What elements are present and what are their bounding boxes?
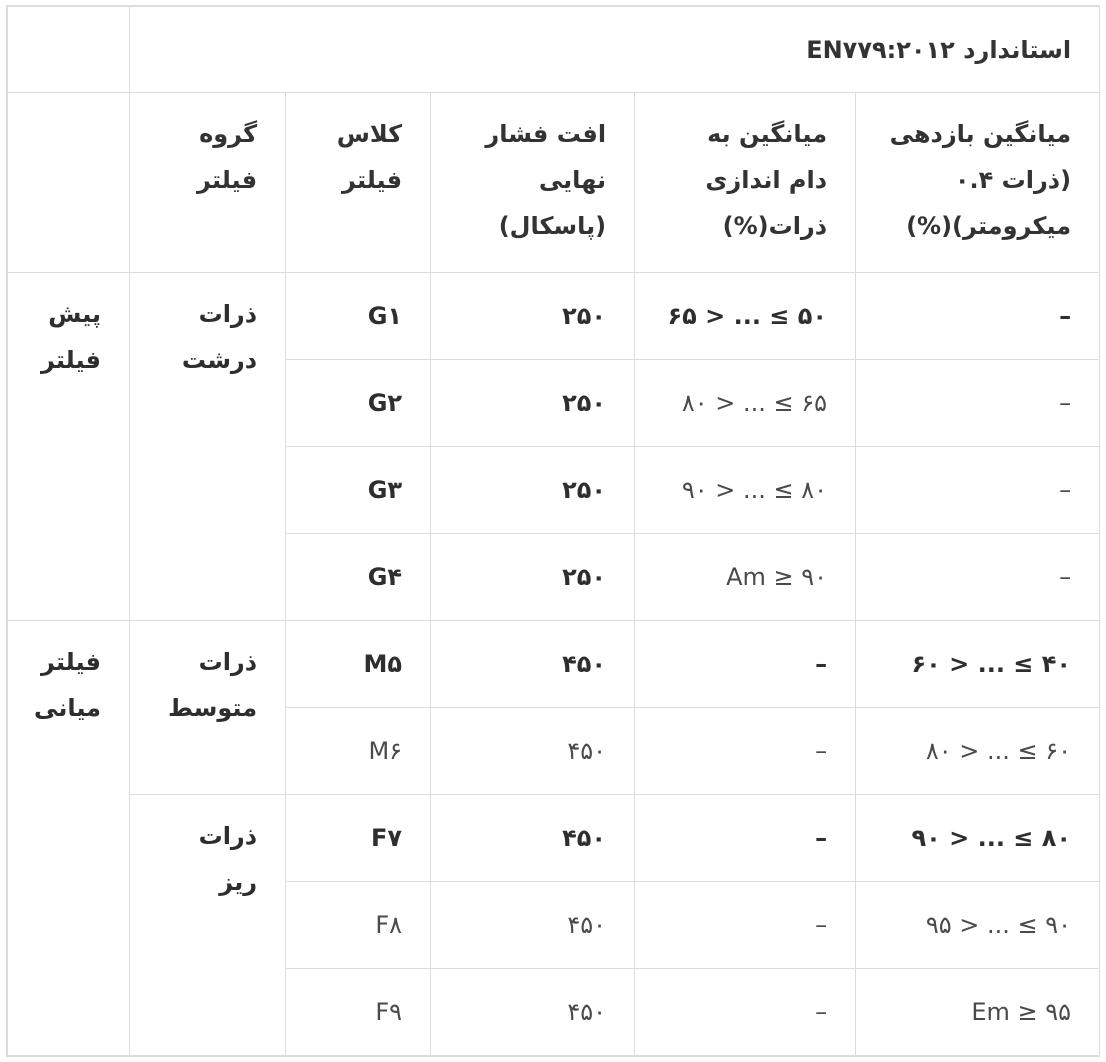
class-cell	[286, 795, 431, 882]
arrestance-cell: –	[635, 969, 856, 1056]
efficiency-value: ۶۰ > ... ≤ ۴۰	[911, 650, 1072, 678]
table-title-text: استاندارد EN۷۷۹:۲۰۱۲	[806, 35, 1072, 64]
class-value: F۷	[371, 824, 403, 852]
arrestance-cell: –	[635, 882, 856, 969]
category-cell-medium-filter: فیلتر میانی	[8, 621, 130, 1056]
arrestance-value: ۸۰ > ... ≤ ۶۵	[681, 389, 828, 417]
arrestance-value: Am ≥ ۹۰	[726, 563, 828, 591]
header-category	[8, 93, 130, 273]
title-row	[8, 7, 1100, 93]
pressure-cell: ۴۵۰	[431, 969, 635, 1056]
efficiency-cell	[856, 969, 1100, 1056]
arrestance-cell	[635, 273, 856, 360]
pressure-cell: ۴۵۰	[431, 882, 635, 969]
group-cell-coarse: ذرات درشت	[130, 273, 286, 621]
class-cell	[286, 534, 431, 621]
pressure-cell: ۲۵۰	[431, 447, 635, 534]
class-value: G۲	[367, 389, 403, 417]
header-filter-class: کلاس فیلتر	[286, 93, 431, 273]
efficiency-cell: –	[856, 273, 1100, 360]
efficiency-value: Em ≥ ۹۵	[971, 998, 1072, 1026]
table-row	[8, 273, 1100, 360]
class-cell	[286, 447, 431, 534]
arrestance-cell: –	[635, 708, 856, 795]
class-value: F۸	[375, 911, 403, 939]
arrestance-cell	[635, 360, 856, 447]
header-filter-group: گروه فیلتر	[130, 93, 286, 273]
pressure-cell: ۲۵۰	[431, 360, 635, 447]
class-cell	[286, 708, 431, 795]
pressure-cell: ۴۵۰	[431, 621, 635, 708]
efficiency-cell: –	[856, 360, 1100, 447]
arrestance-cell	[635, 534, 856, 621]
table-row	[8, 795, 1100, 882]
class-value: M۵	[363, 650, 403, 678]
efficiency-cell	[856, 708, 1100, 795]
pressure-cell: ۴۵۰	[431, 795, 635, 882]
class-cell	[286, 969, 431, 1056]
table-title	[130, 7, 1100, 93]
efficiency-cell	[856, 795, 1100, 882]
efficiency-cell	[856, 621, 1100, 708]
class-value: M۶	[368, 737, 403, 765]
pressure-cell: ۴۵۰	[431, 708, 635, 795]
efficiency-value: ۹۰ > ... ≤ ۸۰	[911, 824, 1072, 852]
pressure-cell: ۲۵۰	[431, 273, 635, 360]
header-row	[8, 93, 1100, 273]
class-cell	[286, 621, 431, 708]
filter-standard-table	[7, 6, 1100, 1056]
header-pressure-drop: افت فشار نهایی (پاسکال)	[431, 93, 635, 273]
efficiency-cell	[856, 882, 1100, 969]
arrestance-value: ۶۵ > ... ≤ ۵۰	[667, 302, 828, 330]
arrestance-cell	[635, 447, 856, 534]
efficiency-cell: –	[856, 447, 1100, 534]
class-value: G۱	[367, 302, 403, 330]
arrestance-value: ۹۰ > ... ≤ ۸۰	[681, 476, 828, 504]
arrestance-cell: –	[635, 795, 856, 882]
efficiency-value: ۹۵ > ... ≤ ۹۰	[925, 911, 1072, 939]
class-value: F۹	[375, 998, 403, 1026]
class-cell	[286, 360, 431, 447]
header-arrestance: میانگین به دام اندازی ذرات(%)	[635, 93, 856, 273]
efficiency-cell: –	[856, 534, 1100, 621]
pressure-cell: ۲۵۰	[431, 534, 635, 621]
class-cell	[286, 882, 431, 969]
title-empty-cell	[8, 7, 130, 93]
group-cell-medium: ذرات متوسط	[130, 621, 286, 795]
class-value: G۴	[367, 563, 403, 591]
arrestance-cell: –	[635, 621, 856, 708]
group-cell-fine: ذرات ریز	[130, 795, 286, 1056]
efficiency-value: ۸۰ > ... ≤ ۶۰	[925, 737, 1072, 765]
header-efficiency: میانگین بازدهی (ذرات ۰.۴ میکرومتر)(%)	[856, 93, 1100, 273]
table-row	[8, 621, 1100, 708]
class-value: G۳	[367, 476, 403, 504]
category-cell-pre-filter: پیش فیلتر	[8, 273, 130, 621]
class-cell	[286, 273, 431, 360]
